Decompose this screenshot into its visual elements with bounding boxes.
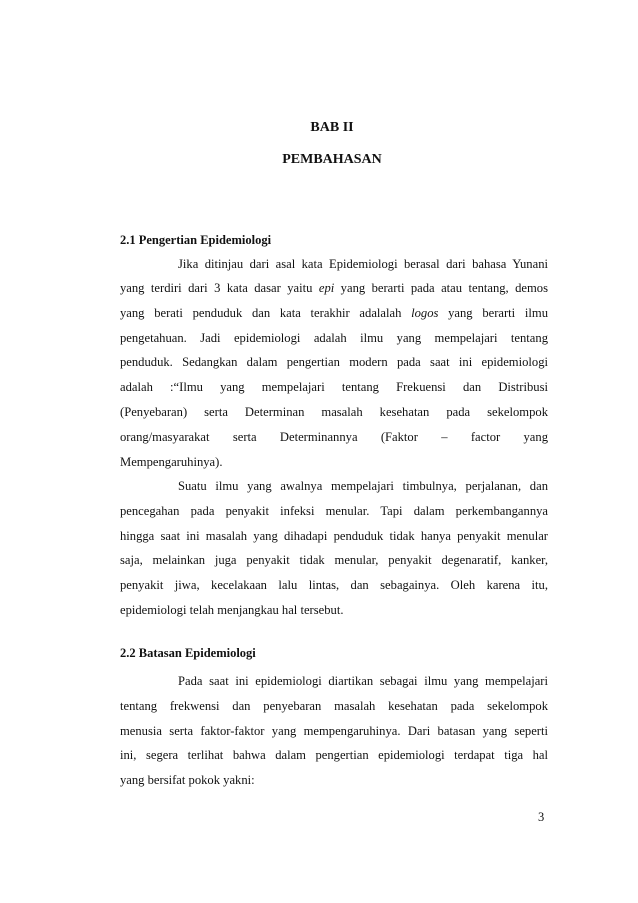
page-number: 3 <box>538 810 545 824</box>
paragraph-line: adalah :“Ilmu yang mempelajari tentang Frekuensi dan Distribusi <box>120 380 548 394</box>
paragraph-line: hingga saat ini masalah yang dihadapi penduduk tidak hanya penyakit menular <box>120 529 548 543</box>
section-heading-2-2: 2.2 Batasan Epidemiologi <box>120 646 256 660</box>
paragraph-line: Mempengaruhinya). <box>120 455 223 469</box>
paragraph-line: pengetahuan. Jadi epidemiologi adalah ilmu yang mempelajari tentang <box>120 331 548 345</box>
paragraph-line: (Penyebaran) serta Determinan masalah kesehatan pada sekelompok <box>120 405 548 419</box>
chapter-title: PEMBAHASAN <box>282 152 382 167</box>
paragraph-line: epidemiologi telah menjangkau hal tersebut. <box>120 603 344 617</box>
paragraph-line: Suatu ilmu yang awalnya mempelajari timbulnya, perjalanan, dan <box>178 479 548 493</box>
paragraph-line: orang/masyarakat serta Determinannya (Faktor – factor yang <box>120 430 548 444</box>
paragraph-line: yang berati penduduk dan kata terakhir adalalah logos yang berarti ilmu <box>120 306 548 320</box>
chapter-number: BAB II <box>310 120 354 135</box>
paragraph-line: saja, melainkan juga penyakit tidak menular, penyakit degenaratif, kanker, <box>120 553 548 567</box>
paragraph-line: menusia serta faktor-faktor yang mempengaruhinya. Dari batasan yang seperti <box>120 724 548 738</box>
paragraph-line: ini, segera terlihat bahwa dalam pengertian epidemiologi terdapat tiga hal <box>120 748 548 762</box>
paragraph-line: tentang frekwensi dan penyebaran masalah kesehatan pada sekelompok <box>120 699 548 713</box>
paragraph-line: Jika ditinjau dari asal kata Epidemiologi berasal dari bahasa Yunani <box>178 257 548 271</box>
paragraph-line: penduduk. Sedangkan dalam pengertian modern pada saat ini epidemiologi <box>120 355 548 369</box>
paragraph-line: yang bersifat pokok yakni: <box>120 773 255 787</box>
paragraph-line: Pada saat ini epidemiologi diartikan sebagai ilmu yang mempelajari <box>178 674 548 688</box>
paragraph-line: yang terdiri dari 3 kata dasar yaitu epi yang berarti pada atau tentang, demos <box>120 281 549 295</box>
paragraph-line: penyakit jiwa, kecelakaan lalu lintas, dan sebagainya. Oleh karena itu, <box>120 578 548 592</box>
paragraph-line: pencegahan pada penyakit infeksi menular. Tapi dalam perkembangannya <box>120 504 548 518</box>
section-heading-2-1: 2.1 Pengertian Epidemiologi <box>120 233 272 247</box>
